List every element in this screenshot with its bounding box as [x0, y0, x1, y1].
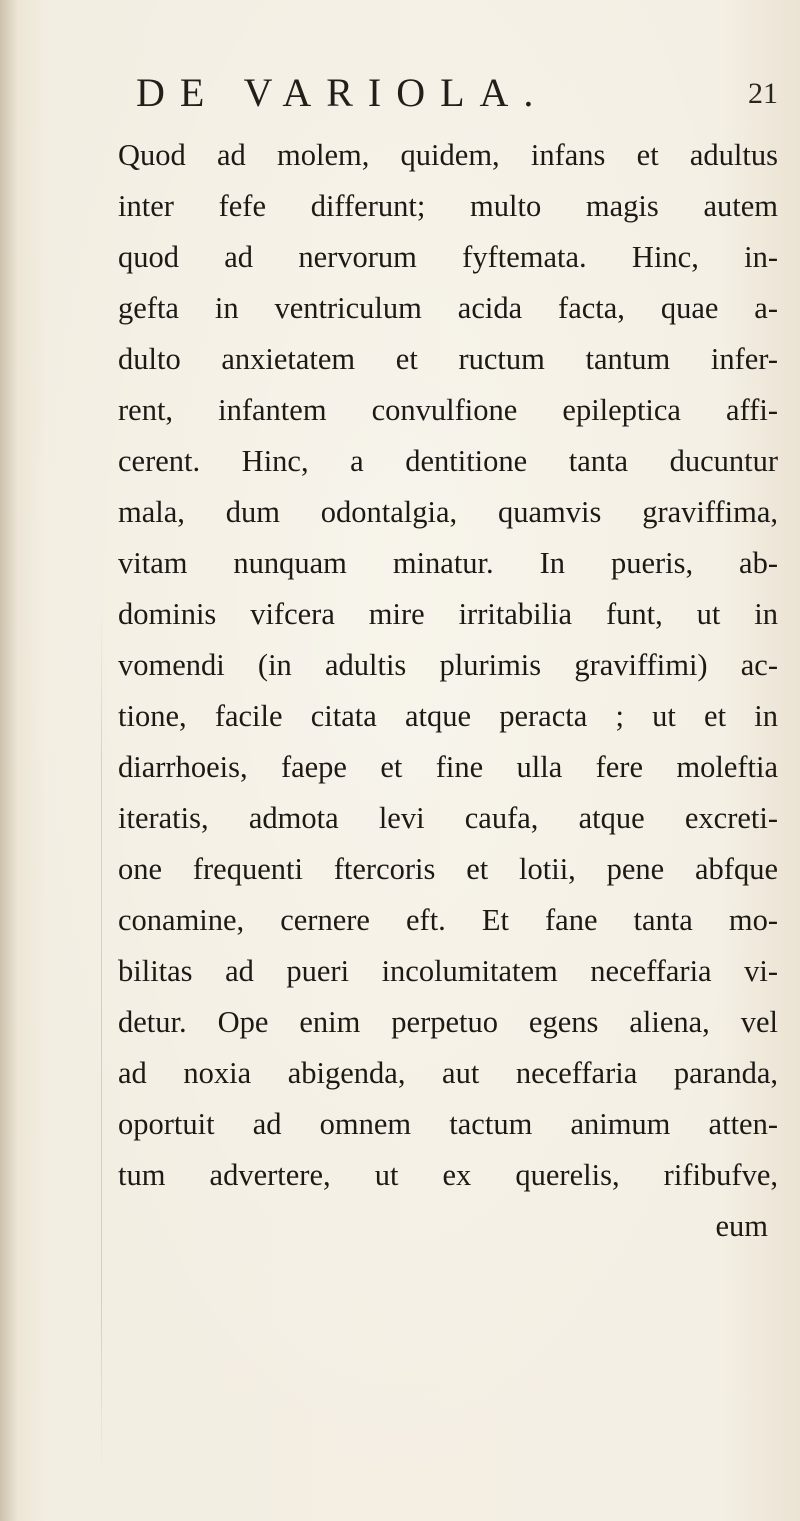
running-title: DE VARIOLA. — [136, 70, 549, 115]
text-line: mala, dum odontalgia, quamvis graviffima, — [118, 495, 778, 529]
page-crease — [101, 600, 102, 1480]
text-line: tum advertere, ut ex querelis, rifibufve, — [118, 1158, 778, 1192]
text-line: tione, facile citata atque peracta ; ut et in — [118, 699, 778, 733]
text-line: vomendi (in adultis plurimis graviffimi) ac- — [118, 648, 778, 682]
body-text — [118, 130, 778, 1252]
text-line: bilitas ad pueri incolumitatem neceffaria vi- — [118, 954, 778, 988]
text-line: oportuit ad omnem tactum animum atten- — [118, 1107, 778, 1141]
text-line: cerent. Hinc, a dentitione tanta ducuntur — [118, 444, 778, 478]
text-line: detur. Ope enim perpetuo egens aliena, vel — [118, 1005, 778, 1039]
text-line: diarrhoeis, faepe et fine ulla fere moleftia — [118, 750, 778, 784]
catchword: eum — [715, 1209, 768, 1243]
text-line: dominis vifcera mire irritabilia funt, ut in — [118, 597, 778, 631]
text-line: one frequenti ftercoris et lotii, pene abfque — [118, 852, 778, 886]
text-line: gefta in ventriculum acida facta, quae a- — [118, 291, 778, 325]
text-line: inter fefe differunt; multo magis autem — [118, 189, 778, 223]
text-line: dulto anxietatem et ructum tantum infer- — [118, 342, 778, 376]
text-line: quod ad nervorum fyftemata. Hinc, in- — [118, 240, 778, 274]
text-line: vitam nunquam minatur. In pueris, ab- — [118, 546, 778, 580]
text-line: Quod ad molem, quidem, infans et adultus — [118, 138, 778, 172]
page-number: 21 — [748, 77, 778, 110]
page-edge-shadow — [0, 0, 18, 1521]
text-line: rent, infantem convulfione epileptica affi- — [118, 393, 778, 427]
text-line: ad noxia abigenda, aut neceffaria paranda, — [118, 1056, 778, 1090]
text-line: iteratis, admota levi caufa, atque excreti- — [118, 801, 778, 835]
text-line: conamine, cernere eft. Et fane tanta mo- — [118, 903, 778, 937]
page-header — [0, 68, 800, 118]
